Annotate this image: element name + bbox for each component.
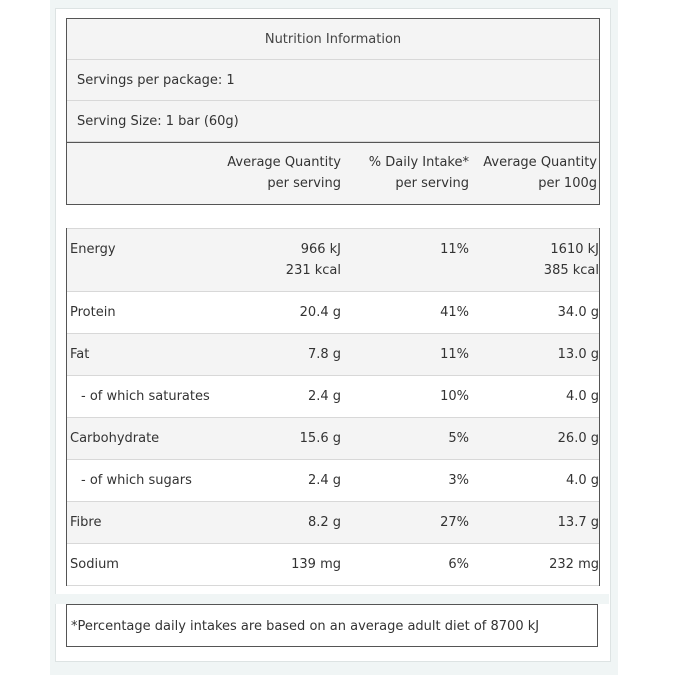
daily-intake-value: 11% [440,242,469,257]
per-serving-value: 7.8 g [307,347,341,362]
table-row-sugars [67,460,599,502]
per-100g-value [469,229,599,291]
per-serving-value: 2.4 g [307,473,341,488]
per-100g-value: 4.0 g [565,473,599,488]
column-header-per-serving [227,143,341,204]
table-row-carbohydrate [67,418,599,460]
per-serving-kj: 966 kJ [300,242,341,257]
table-row-protein [67,292,599,334]
per-100g-kj: 1610 kJ [550,242,599,257]
per-100g-kcal: 385 kcal [543,263,599,278]
per-serving-value [227,229,341,291]
column-header-daily-intake-line2: per serving [395,176,469,191]
per-100g-value: 26.0 g [557,431,599,446]
column-header-per-100g-line1: Average Quantity [483,155,597,170]
nutrient-name: Fat [70,347,90,362]
nutrient-name: Carbohydrate [70,431,160,446]
per-serving-value: 8.2 g [307,515,341,530]
table-row-fat [67,334,599,376]
servings-per-package: Servings per package: 1 [67,60,599,101]
table-row-energy [67,228,599,292]
footnote-gap [55,594,609,604]
per-100g-value: 34.0 g [557,305,599,320]
per-serving-value: 20.4 g [299,305,341,320]
nutrient-name: Fibre [70,515,102,530]
column-headers [67,142,599,204]
nutrient-name: Protein [70,305,116,320]
column-header-daily-intake-line1: % Daily Intake* [368,155,469,170]
column-header-per-100g [469,143,597,204]
per-serving-value: 15.6 g [299,431,341,446]
daily-intake-value: 3% [448,473,469,488]
per-serving-value: 2.4 g [307,389,341,404]
per-serving-kcal: 231 kcal [285,263,341,278]
daily-intake-value: 27% [440,515,469,530]
table-row-fibre [67,502,599,544]
column-header-empty [67,143,227,204]
nutrient-name: Sodium [70,557,119,572]
nutrient-name: - of which saturates [81,389,210,404]
per-100g-value: 13.7 g [557,515,599,530]
per-serving-value: 139 mg [291,557,341,572]
footnote: *Percentage daily intakes are based on an average adult diet of 8700 kJ [66,604,598,647]
daily-intake-value: 10% [440,389,469,404]
daily-intake-value: 11% [440,347,469,362]
nutrient-name: - of which sugars [81,473,192,488]
daily-intake-value: 6% [448,557,469,572]
header-gap [66,206,599,228]
daily-intake-value: 41% [440,305,469,320]
column-header-per-100g-line2: per 100g [538,176,597,191]
daily-intake-value: 5% [448,431,469,446]
column-header-per-serving-line2: per serving [267,176,341,191]
per-100g-value: 13.0 g [557,347,599,362]
table-row-saturates [67,376,599,418]
nutrient-table [66,228,600,586]
serving-size: Serving Size: 1 bar (60g) [67,101,599,142]
nutrition-title: Nutrition Information [67,19,599,60]
nutrient-name: Energy [70,242,116,257]
column-header-per-serving-line1: Average Quantity [227,155,341,170]
per-100g-value: 232 mg [549,557,599,572]
column-header-daily-intake [341,143,469,204]
nutrition-header [66,18,600,205]
per-100g-value: 4.0 g [565,389,599,404]
table-row-sodium [67,544,599,586]
